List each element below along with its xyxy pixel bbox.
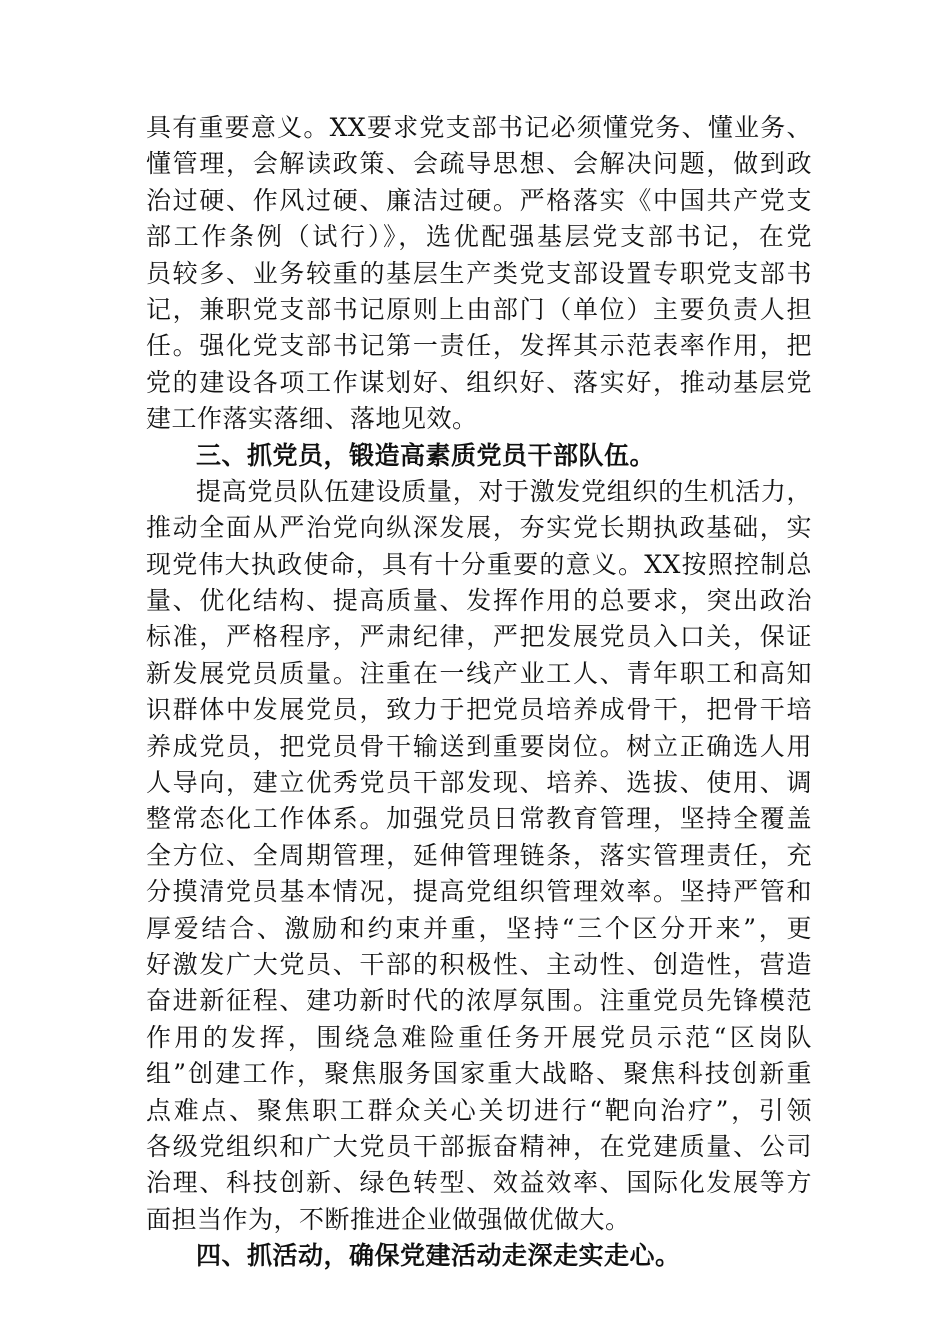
text-line: 现党伟大执政使命，具有十分重要的意义。XX按照控制总 bbox=[146, 549, 812, 579]
text-line: 懂管理，会解读政策、会疏导思想、会解决问题，做到政 bbox=[146, 149, 812, 179]
text-line: 党的建设各项工作谋划好、组织好、落实好，推动基层党 bbox=[146, 367, 812, 397]
text-line: 各级党组织和广大党员干部振奋精神，在党建质量、公司 bbox=[146, 1131, 812, 1161]
text-line: 好激发广大党员、干部的积极性、主动性、创造性，营造 bbox=[146, 949, 812, 979]
text-line: 面担当作为，不断推进企业做强做优做大。 bbox=[146, 1204, 631, 1234]
text-line: 提高党员队伍建设质量，对于激发党组织的生机活力， bbox=[196, 476, 812, 506]
text-line: 分摸清党员基本情况，提高党组织管理效率。坚持严管和 bbox=[146, 877, 812, 907]
text-line: 推动全面从严治党向纵深发展，夯实党长期执政基础，实 bbox=[146, 513, 812, 543]
text-line: 治过硬、作风过硬、廉洁过硬。严格落实《中国共产党支 bbox=[146, 185, 812, 215]
text-line: 养成党员，把党员骨干输送到重要岗位。树立正确选人用 bbox=[146, 731, 812, 761]
text-line: 全方位、全周期管理，延伸管理链条，落实管理责任，充 bbox=[146, 840, 812, 870]
text-line: 人导向，建立优秀党员干部发现、培养、选拔、使用、调 bbox=[146, 768, 812, 798]
paragraph-party-members bbox=[146, 474, 812, 1238]
text-line: 治理、科技创新、绿色转型、效益效率、国际化发展等方 bbox=[146, 1168, 812, 1198]
text-line: 任。强化党支部书记第一责任，发挥其示范表率作用，把 bbox=[146, 331, 812, 361]
text-line: 厚爱结合、激励和约束并重，坚持“三个区分开来”，更 bbox=[146, 913, 812, 943]
section-heading-4: 四、抓活动，确保党建活动走深走实走心。 bbox=[196, 1241, 681, 1271]
text-line: 员较多、业务较重的基层生产类党支部设置专职党支部书 bbox=[146, 258, 812, 288]
text-line: 具有重要意义。XX要求党支部书记必须懂党务、懂业务、 bbox=[146, 113, 812, 142]
text-line: 组”创建工作，聚焦服务国家重大战略、聚焦科技创新重 bbox=[146, 1059, 812, 1089]
text-line: 整常态化工作体系。加强党员日常教育管理，坚持全覆盖 bbox=[146, 804, 812, 834]
text-line: 识群体中发展党员，致力于把党员培养成骨干，把骨干培 bbox=[146, 695, 812, 725]
text-line: 点难点、聚焦职工群众关心关切进行“靶向治疗”，引领 bbox=[146, 1095, 812, 1125]
text-line: 部工作条例（试行）》，选优配强基层党支部书记，在党 bbox=[146, 222, 812, 252]
text-line: 量、优化结构、提高质量、发挥作用的总要求，突出政治 bbox=[146, 586, 812, 616]
text-line: 标准，严格程序，严肃纪律，严把发展党员入口关，保证 bbox=[146, 622, 812, 652]
section-heading-3: 三、抓党员，锻造高素质党员干部队伍。 bbox=[196, 440, 656, 470]
paragraph-continued bbox=[146, 110, 812, 438]
text-line: 作用的发挥，围绕急难险重任务开展党员示范“区岗队 bbox=[146, 1022, 812, 1052]
text-line: 记，兼职党支部书记原则上由部门（单位）主要负责人担 bbox=[146, 294, 812, 324]
text-line: 奋进新征程、建功新时代的浓厚氛围。注重党员先锋模范 bbox=[146, 986, 812, 1016]
document-body bbox=[146, 110, 812, 1275]
text-line: 新发展党员质量。注重在一线产业工人、青年职工和高知 bbox=[146, 658, 812, 688]
text-line: 建工作落实落细、落地见效。 bbox=[146, 404, 478, 434]
